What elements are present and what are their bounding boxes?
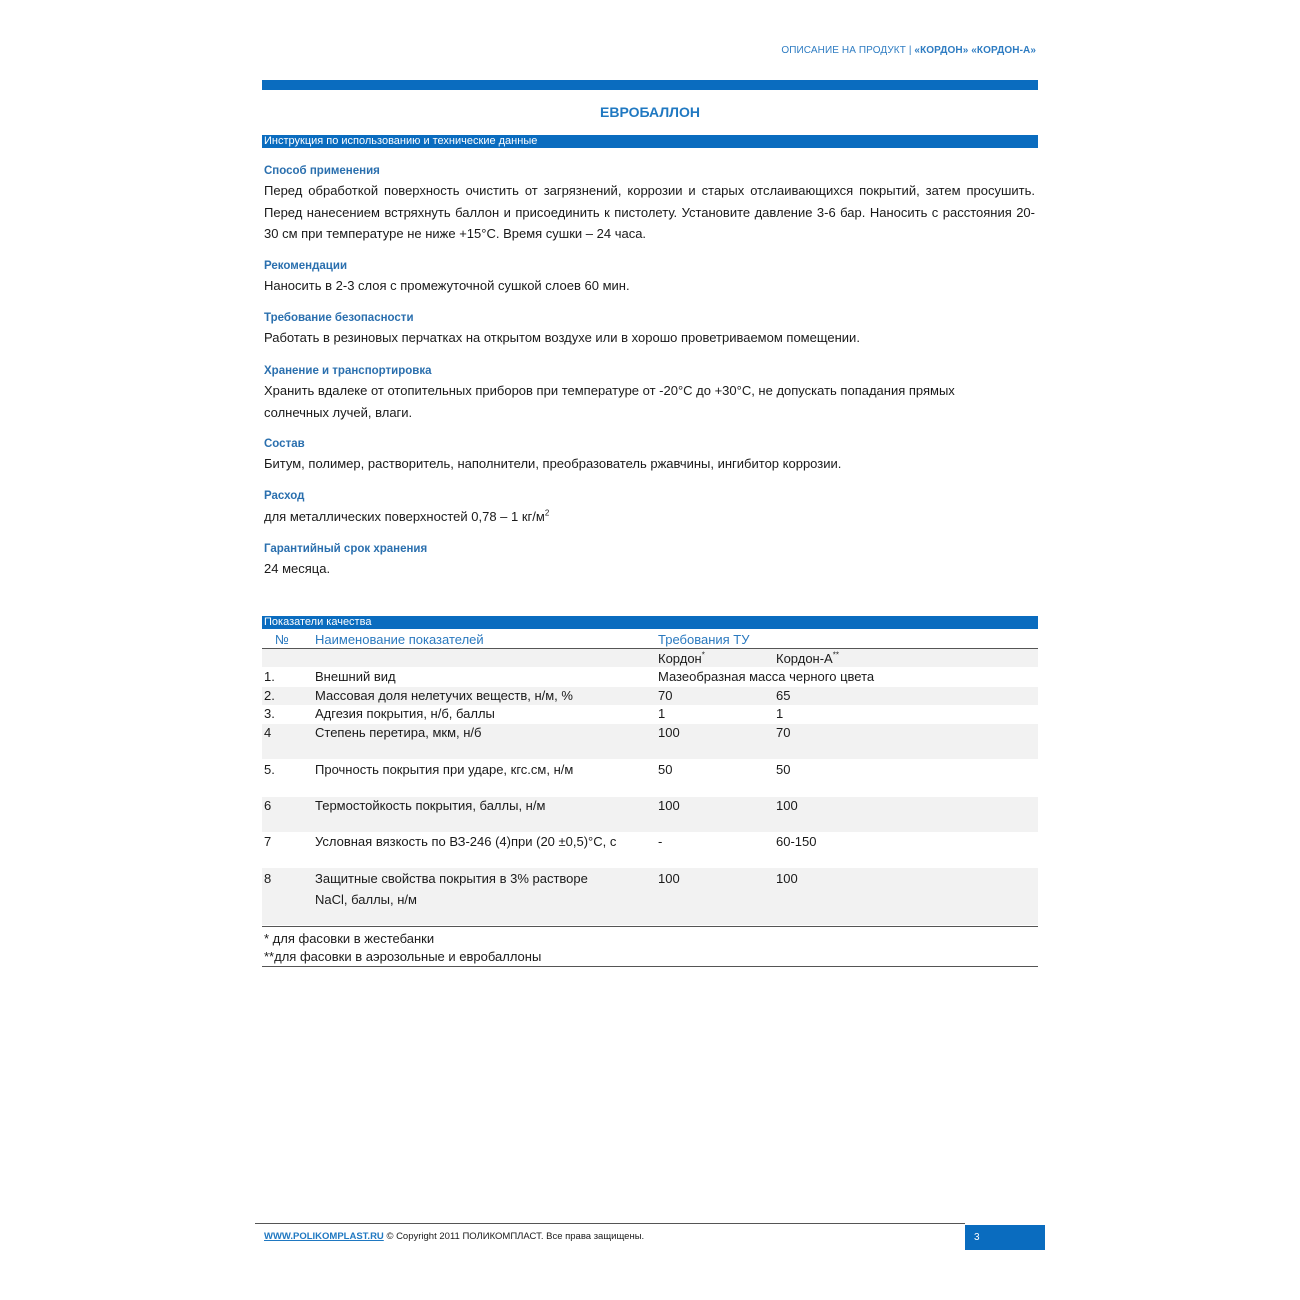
row-4-number: 4 xyxy=(264,725,272,740)
kordon-a-mark: ** xyxy=(832,650,839,660)
col-name-header: Наименование показателей xyxy=(315,632,484,647)
header-separator: | xyxy=(908,45,912,56)
row-6-kordon: 100 xyxy=(658,798,680,813)
header-description: ОПИСАНИЕ НА ПРОДУКТ xyxy=(781,45,906,56)
running-header xyxy=(700,45,1036,56)
recommendations-text: Наносить в 2-3 слоя с промежуточной сушкой слоев 60 мин. xyxy=(264,278,630,293)
consumption-text: для металлических поверхностей 0,78 – 1 кг/м xyxy=(264,509,545,524)
row-2-name: Массовая доля нелетучих веществ, н/м, % xyxy=(315,688,573,703)
application-text: Перед обработкой поверхность очистить от загрязнений, коррозии и старых отслаивающихся покрытий, затем просушить. Перед нанесением встряхнуть баллон и присоединить к пистолету. Установите давление 3-6 бар. Наносить с расстояния 20-30 см при температуре не ниже +15°С. Время сушки – 24 часа. xyxy=(264,183,1035,241)
footer-copyright-line xyxy=(264,1231,644,1242)
application-heading: Способ применения xyxy=(264,165,380,177)
row-8-name-line2: NaCl, баллы, н/м xyxy=(315,892,417,907)
row-2-kordon: 70 xyxy=(658,688,673,703)
composition-heading: Состав xyxy=(264,438,305,450)
page-number: 3 xyxy=(965,1225,1045,1250)
row-3-kordon: 1 xyxy=(658,706,666,721)
row-7-number: 7 xyxy=(264,834,272,849)
row-8-number: 8 xyxy=(264,871,272,886)
row-8-kordon: 100 xyxy=(658,871,680,886)
composition-text: Битум, полимер, растворитель, наполнители, преобразователь ржавчины, ингибитор коррозии. xyxy=(264,456,842,471)
row-7-kordon-a: 60-150 xyxy=(776,834,817,849)
consumption-superscript: 2 xyxy=(544,508,550,518)
row-2-kordon-a: 65 xyxy=(776,688,791,703)
quality-band: Показатели качества xyxy=(262,616,1038,629)
footer-rule xyxy=(255,1223,965,1224)
kordon-subheader xyxy=(658,651,705,666)
row-5-number: 5. xyxy=(264,762,275,777)
row-8-kordon-a: 100 xyxy=(776,871,798,886)
row-3-kordon-a: 1 xyxy=(776,706,784,721)
note-kordon: * для фасовки в жестебанки xyxy=(264,931,435,946)
website-link[interactable]: WWW.POLIKOMPLAST.RU xyxy=(264,1231,384,1242)
instructions-band: Инструкция по использованию и технические данные xyxy=(262,135,1038,148)
row-8-name: Защитные свойства покрытия в 3% растворе xyxy=(315,871,588,886)
row-2-number: 2. xyxy=(264,688,275,703)
notes-bottom-divider xyxy=(262,966,1038,967)
row-3-number: 3. xyxy=(264,706,275,721)
safety-text: Работать в резиновых перчатках на открытом воздухе или в хорошо проветриваемом помещении. xyxy=(264,330,860,345)
row-5-kordon: 50 xyxy=(658,762,673,777)
storage-text: Хранить вдалеке от отопительных приборов при температуре от -20°С до +30°С, не допускать попадания прямых солнечных лучей, влаги. xyxy=(264,383,955,420)
top-accent-bar xyxy=(262,80,1038,90)
row-6-kordon-a: 100 xyxy=(776,798,798,813)
shelf-life-text: 24 месяца. xyxy=(264,561,331,576)
row-7-name: Условная вязкость по ВЗ-246 (4)при (20 ±0,5)°С, с xyxy=(315,834,617,849)
row-7-kordon: - xyxy=(658,834,663,849)
safety-heading: Требование безопасности xyxy=(264,312,414,324)
row-5-name: Прочность покрытия при ударе, кгс.см, н/м xyxy=(315,762,574,777)
table-bottom-divider xyxy=(262,926,1038,927)
kordon-label: Кордон xyxy=(658,651,702,666)
subheader-shade xyxy=(262,649,1038,667)
row-6-name: Термостойкость покрытия, баллы, н/м xyxy=(315,798,546,813)
storage-heading: Хранение и транспортировка xyxy=(264,365,432,377)
row-4-kordon-a: 70 xyxy=(776,725,791,740)
row-1-number: 1. xyxy=(264,669,275,684)
copyright-text: © Copyright 2011 ПОЛИКОМПЛАСТ. Все права защищены. xyxy=(386,1231,645,1242)
row-1-merged-value: Мазеобразная масса черного цвета xyxy=(658,669,875,684)
consumption-heading: Расход xyxy=(264,490,305,502)
kordon-a-label: Кордон-А xyxy=(776,651,833,666)
page-title: ЕВРОБАЛЛОН xyxy=(600,104,700,120)
row-6-number: 6 xyxy=(264,798,272,813)
recommendations-heading: Рекомендации xyxy=(264,260,348,272)
col-number-header: № xyxy=(275,632,289,647)
row-4-kordon: 100 xyxy=(658,725,680,740)
row-3-name: Адгезия покрытия, н/б, баллы xyxy=(315,706,495,721)
kordon-mark: * xyxy=(701,650,705,660)
header-products: «КОРДОН» «КОРДОН-А» xyxy=(914,45,1036,56)
consumption-line xyxy=(264,506,1035,528)
row-5-kordon-a: 50 xyxy=(776,762,791,777)
col-requirements-header: Требования ТУ xyxy=(658,632,750,647)
row-4-name: Степень перетира, мкм, н/б xyxy=(315,725,482,740)
note-kordon-a: **для фасовки в аэрозольные и евробаллоны xyxy=(264,949,542,964)
row-1-name: Внешний вид xyxy=(315,669,396,684)
shelf-life-heading: Гарантийный срок хранения xyxy=(264,543,428,555)
kordon-a-subheader xyxy=(776,651,839,666)
